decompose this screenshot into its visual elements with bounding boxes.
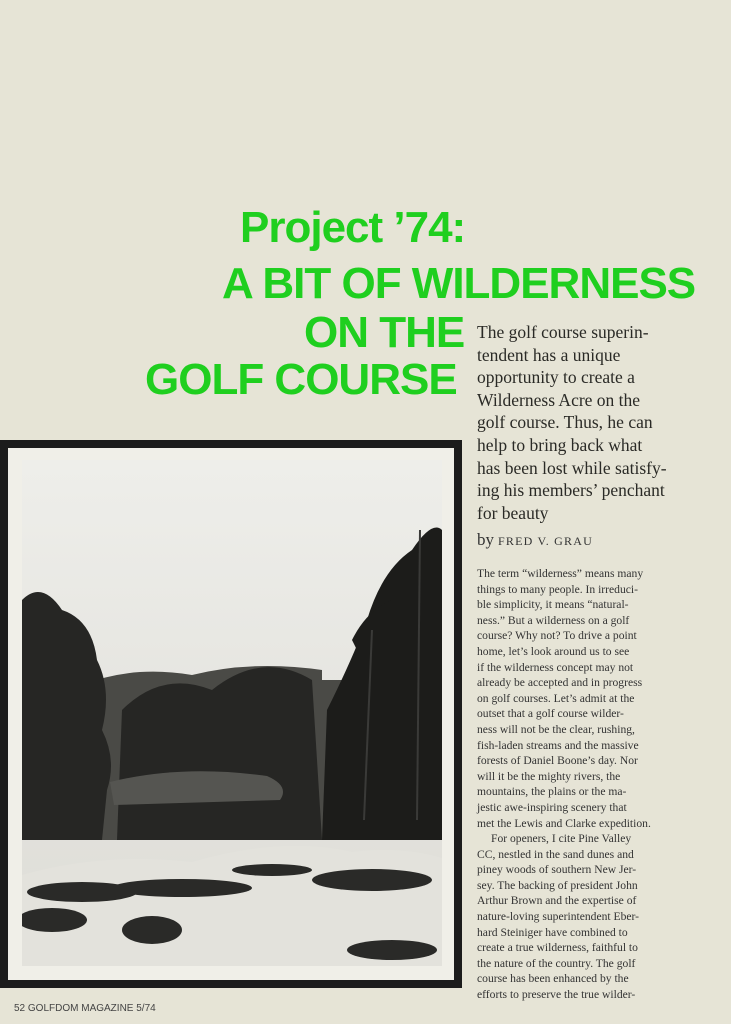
headline-project-74: Project ’74: [240, 203, 466, 252]
deck-line: golf course. Thus, he can [477, 412, 653, 433]
body-line: jestic awe-inspiring scenery that [477, 800, 627, 814]
article-deck [477, 321, 722, 524]
photo-frame [0, 440, 462, 988]
body-line: ness.” But a wilderness on a golf [477, 613, 630, 627]
body-line: ble simplicity, it means “natural- [477, 598, 629, 612]
byline-by: by [477, 530, 494, 549]
body-line: mountains, the plains or the ma- [477, 785, 627, 799]
deck-line: has been lost while satisfy- [477, 457, 667, 478]
deck-line: The golf course superin- [477, 322, 649, 342]
deck-line: help to bring back what [477, 434, 643, 455]
body-line: piney woods of southern New Jer- [477, 863, 637, 877]
deck-line: opportunity to create a [477, 367, 635, 388]
body-line: fish-laden streams and the massive [477, 738, 639, 752]
body-line: ness will not be the clear, rushing, [477, 722, 635, 736]
wilderness-landscape-photo [22, 460, 442, 966]
body-line: on golf courses. Let’s admit at the [477, 691, 635, 705]
body-line: forests of Daniel Boone’s day. Nor [477, 754, 638, 768]
headline-line-4: GOLF COURSE [145, 355, 457, 404]
body-line: create a true wilderness, faithful to [477, 941, 638, 955]
photo-mat [8, 448, 454, 980]
headline-line-2: A BIT OF WILDERNESS [222, 259, 696, 308]
body-line: course? Why not? To drive a point [477, 629, 637, 643]
body-line: if the wilderness concept may not [477, 660, 634, 674]
body-line: course has been enhanced by the [477, 972, 629, 986]
byline [477, 530, 593, 550]
body-line: The term “wilderness” means many [477, 567, 644, 580]
body-line: met the Lewis and Clarke expedition. [477, 816, 651, 830]
body-line: the nature of the country. The golf [477, 956, 636, 970]
page-footer: 52 GOLFDOM MAGAZINE 5/74 [14, 1003, 156, 1014]
body-line: sey. The backing of president John [477, 878, 638, 892]
deck-line: ing his members’ penchant [477, 480, 665, 501]
author-name: FRED V. GRAU [498, 534, 593, 548]
body-line: already be accepted and in progress [477, 676, 643, 690]
body-line: Arthur Brown and the expertise of [477, 894, 637, 908]
deck-line: for beauty [477, 502, 549, 523]
body-line: things to many people. In irreduci- [477, 582, 638, 596]
headline-line-3: ON THE [304, 308, 465, 357]
body-line: For openers, I cite Pine Valley [491, 832, 632, 846]
body-line: efforts to preserve the true wilder- [477, 988, 636, 1002]
article-body [477, 566, 714, 1003]
body-line: home, let’s look around us to see [477, 644, 630, 658]
body-line: outset that a golf course wilder- [477, 707, 624, 721]
body-line: hard Steiniger have combined to [477, 925, 628, 939]
deck-line: Wilderness Acre on the [477, 389, 641, 410]
body-line: nature-loving superintendent Eber- [477, 910, 640, 924]
body-line: will it be the mighty rivers, the [477, 769, 621, 783]
body-line: CC, nestled in the sand dunes and [477, 847, 634, 861]
deck-line: tendent has a unique [477, 344, 621, 365]
